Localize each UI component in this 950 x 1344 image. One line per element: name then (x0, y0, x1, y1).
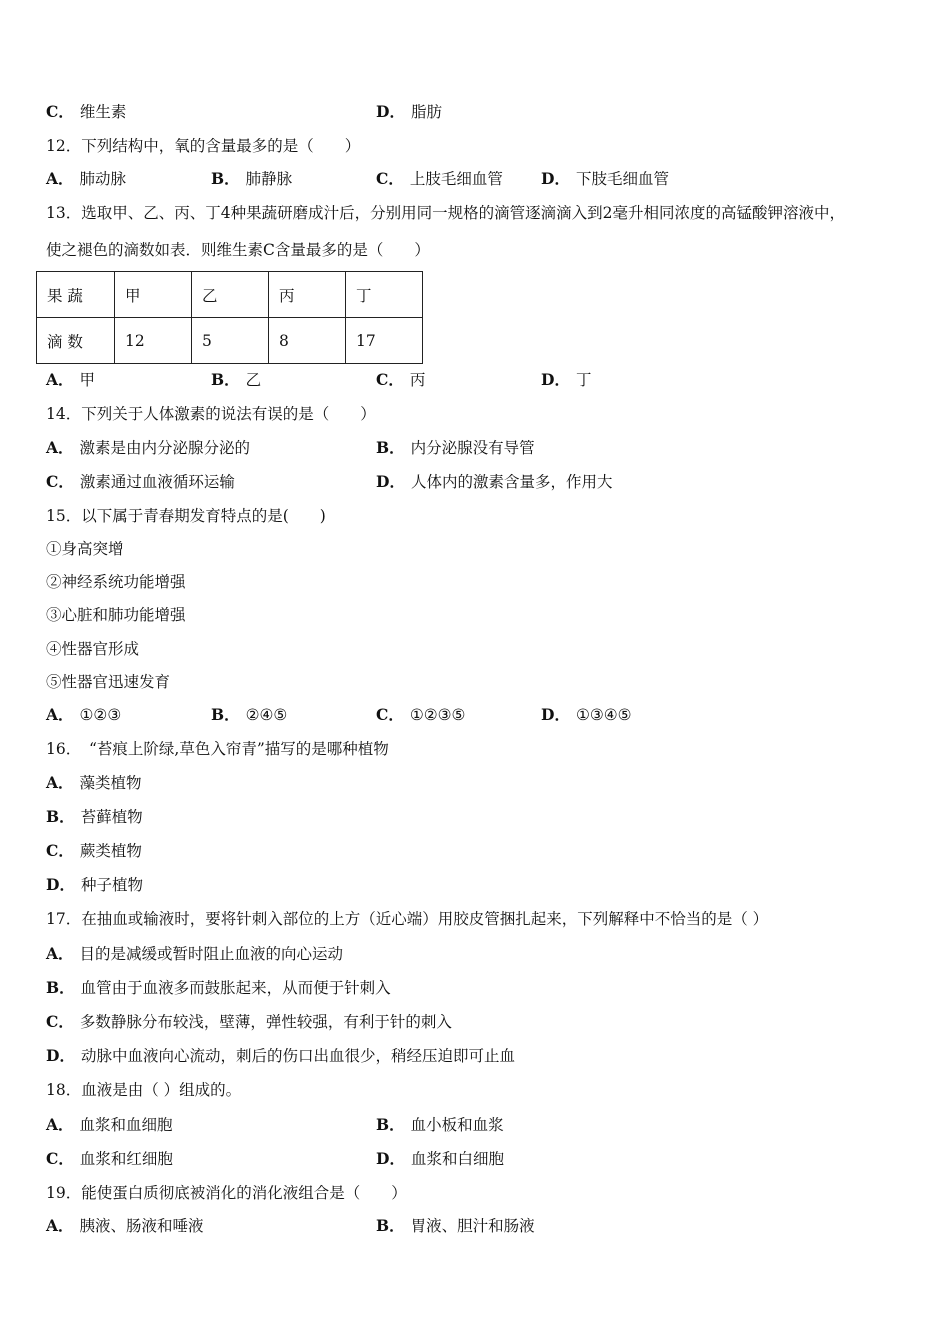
q11-option-d: D． 脂肪 (376, 102, 442, 121)
table-row (37, 272, 423, 318)
q17-option-b: B． 血管由于血液多而鼓胀起来，从而便于针刺入 (46, 978, 391, 997)
table-cell: 乙 (192, 272, 269, 318)
table-cell: 17 (346, 318, 423, 364)
q18-option-d: D． 血浆和白细胞 (376, 1149, 504, 1168)
table-cell: 丁 (346, 272, 423, 318)
q13-option-a: A． 甲 (46, 370, 96, 389)
q14-option-a: A． 激素是由内分泌腺分泌的 (46, 438, 251, 457)
q16-option-a: A． 藻类植物 (46, 773, 142, 792)
q15-item: ⑤性器官迅速发育 (46, 673, 171, 691)
q14-option-b: B． 内分泌腺没有导管 (376, 438, 535, 457)
q16-option-d: D． 种子植物 (46, 875, 143, 894)
q12-option-d: D． 下肢毛细血管 (541, 169, 669, 188)
q17-option-d: D． 动脉中血液向心流动，刺后的伤口出血很少，稍经压迫即可止血 (46, 1046, 515, 1065)
q18-stem: 18．血液是由（ ）组成的。 (46, 1081, 242, 1099)
q15-item: ②神经系统功能增强 (46, 573, 186, 591)
q14-stem: 14．下列关于人体激素的说法有误的是（ ） (46, 405, 376, 423)
table-cell: 滴 数 (37, 318, 115, 364)
q19-stem: 19．能使蛋白质彻底被消化的消化液组合是（ ） (46, 1184, 407, 1202)
table-cell: 5 (192, 318, 269, 364)
table-row (37, 318, 423, 364)
table-cell: 甲 (115, 272, 192, 318)
q12-stem: 12．下列结构中，氧的含量最多的是（ ） (46, 137, 361, 155)
q15-option-a: A． ①②③ (46, 705, 122, 724)
table-cell: 果 蔬 (37, 272, 115, 318)
q13-option-c: C． 丙 (376, 370, 426, 389)
q15-stem: 15．以下属于青春期发育特点的是( ) (46, 507, 326, 525)
q17-option-c: C． 多数静脉分布较浅，壁薄，弹性较强，有利于针的刺入 (46, 1012, 452, 1031)
q13-stem-line2: 使之褪色的滴数如表．则维生素C含量最多的是（ ） (46, 241, 430, 259)
q12-option-b: B． 肺静脉 (211, 169, 293, 188)
q13-stem-line1: 13．选取甲、乙、丙、丁4种果蔬研磨成汁后，分别用同一规格的滴管逐滴滴入到2毫升相同浓度的高锰酸钾溶液中， (46, 204, 845, 222)
q13-option-d: D． 丁 (541, 370, 592, 389)
table-cell: 8 (269, 318, 346, 364)
q19-option-a: A． 胰液、肠液和唾液 (46, 1216, 204, 1235)
q12-option-c: C． 上肢毛细血管 (376, 169, 503, 188)
q14-option-d: D． 人体内的激素含量多，作用大 (376, 472, 613, 491)
q18-option-c: C． 血浆和红细胞 (46, 1149, 173, 1168)
q17-option-a: A． 目的是减缓或暂时阻止血液的向心运动 (46, 944, 344, 963)
q11-option-c: C． 维生素 (46, 102, 127, 121)
q15-item: ①身高突增 (46, 540, 124, 558)
q12-option-a: A． 肺动脉 (46, 169, 127, 188)
q13-data-table (36, 271, 423, 364)
q15-option-c: C． ①②③⑤ (376, 705, 466, 724)
q15-item: ③心脏和肺功能增强 (46, 606, 186, 624)
q13-option-b: B． 乙 (211, 370, 262, 389)
q18-option-b: B． 血小板和血浆 (376, 1115, 504, 1134)
q16-option-b: B． 苔藓植物 (46, 807, 143, 826)
q14-option-c: C． 激素通过血液循环运输 (46, 472, 235, 491)
q17-stem: 17．在抽血或输液时，要将针刺入部位的上方（近心端）用胶皮管捆扎起来，下列解释中不恰当的是（ ） (46, 910, 769, 928)
q18-option-a: A． 血浆和血细胞 (46, 1115, 173, 1134)
table-cell: 丙 (269, 272, 346, 318)
q15-option-d: D． ①③④⑤ (541, 705, 632, 724)
table-cell: 12 (115, 318, 192, 364)
q15-option-b: B． ②④⑤ (211, 705, 288, 724)
q19-option-b: B． 胃液、胆汁和肠液 (376, 1216, 535, 1235)
q16-option-c: C． 蕨类植物 (46, 841, 142, 860)
q15-item: ④性器官形成 (46, 640, 140, 658)
q16-stem: 16． “苔痕上阶绿,草色入帘青”描写的是哪种植物 (46, 740, 389, 758)
